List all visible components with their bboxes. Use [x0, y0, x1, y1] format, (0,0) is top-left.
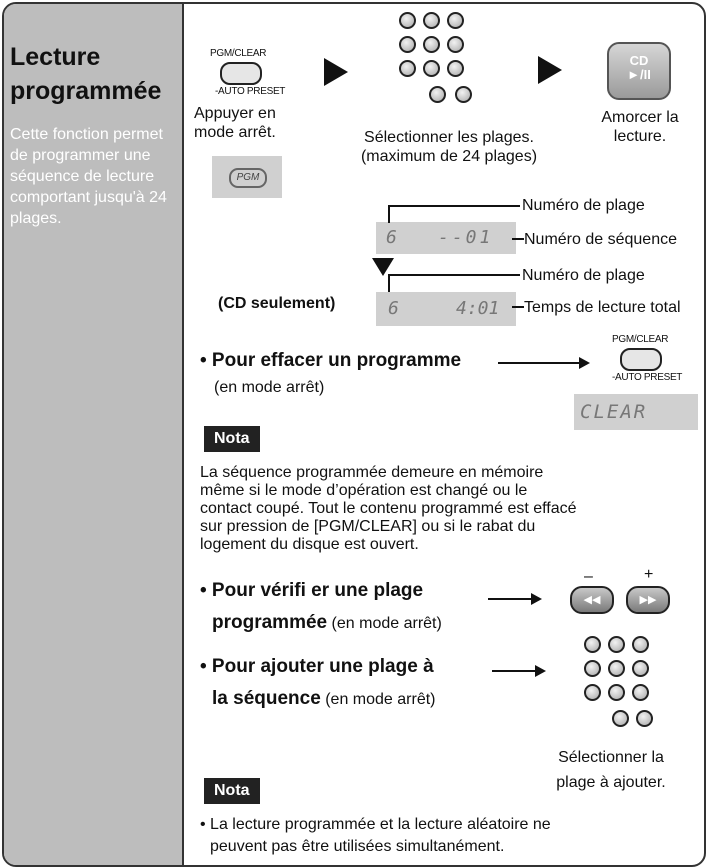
step1-caption-line1: Appuyer en — [194, 105, 276, 122]
key-4 — [399, 36, 416, 53]
step2-caption — [324, 128, 574, 166]
arrow-right-icon — [324, 58, 348, 86]
section-description: Cette fonction permet de programmer une séquence de lecture comportant jusqu'à 24 plages. — [10, 126, 167, 227]
display-sequence-number: --01 — [438, 227, 494, 248]
arrow-right-icon — [492, 670, 544, 672]
key-10plus — [636, 710, 653, 727]
step3-caption-line2: lecture. — [613, 128, 667, 145]
page-frame — [2, 2, 706, 867]
add-heading-line1: • Pour ajouter une plage à — [200, 656, 434, 677]
label-track-number-2: Numéro de plage — [522, 267, 645, 284]
section-title-line1: Lecture — [10, 43, 101, 71]
key-3 — [632, 636, 649, 653]
verify-heading-bold: programmée — [212, 612, 328, 633]
display-track-number: 6 — [386, 227, 397, 248]
nota2-line1: • La lecture programmée et la lecture aléatoire ne — [200, 816, 551, 833]
leader-line — [388, 274, 520, 276]
label-sequence-number: Numéro de séquence — [524, 231, 677, 248]
add-caption — [536, 748, 686, 792]
pgm-clear-label-top-2: PGM/CLEAR — [612, 334, 669, 345]
pgm-indicator: PGM — [229, 168, 267, 188]
add-heading-bold: la séquence — [212, 688, 321, 709]
clear-subtext: (en mode arrêt) — [214, 379, 325, 396]
minus-sign: – — [584, 568, 593, 585]
nota1-line3: contact coupé. Tout le contenu programmé est effacé — [200, 500, 577, 517]
key-1 — [399, 12, 416, 29]
step1-caption — [194, 104, 276, 142]
key-8 — [423, 60, 440, 77]
leader-line — [388, 205, 520, 207]
nota1-line1: La séquence programmée demeure en mémoire — [200, 464, 544, 481]
key-6 — [632, 660, 649, 677]
key-10plus — [455, 86, 472, 103]
add-caption-line2: plage à ajouter. — [556, 774, 666, 791]
plus-sign: + — [644, 566, 654, 583]
key-9 — [632, 684, 649, 701]
leader-line — [512, 306, 524, 308]
key-2 — [608, 636, 625, 653]
pgm-clear-label-bottom: -AUTO PRESET — [215, 86, 286, 97]
key-0 — [612, 710, 629, 727]
step2-caption-line2: (maximum de 24 plages) — [360, 148, 538, 165]
arrow-right-icon — [488, 598, 540, 600]
cd-play-pause-button — [607, 42, 671, 100]
add-heading-line2 — [212, 688, 436, 710]
add-caption-line1: Sélectionner la — [558, 749, 664, 766]
clear-display — [574, 394, 698, 430]
arrow-right-icon — [498, 362, 588, 364]
step2-caption-line1: Sélectionner les plages. — [364, 129, 534, 146]
clear-display-text: CLEAR — [580, 401, 648, 423]
pgm-indicator-display — [212, 156, 282, 198]
add-heading-rest: (en mode arrêt) — [320, 691, 436, 708]
key-5 — [423, 36, 440, 53]
pgm-clear-button-2 — [620, 348, 662, 371]
step3-caption-line1: Amorcer la — [601, 109, 679, 126]
key-4 — [584, 660, 601, 677]
leader-line — [512, 238, 524, 240]
skip-forward-icon: ▶▶ — [626, 586, 670, 614]
key-7 — [584, 684, 601, 701]
sidebar — [4, 4, 184, 865]
arrow-right-icon — [538, 56, 562, 84]
key-7 — [399, 60, 416, 77]
key-9 — [447, 60, 464, 77]
display-total-time-value: 4:01 — [456, 298, 500, 319]
label-total-time: Temps de lecture total — [524, 299, 681, 316]
nota1-line4: sur pression de [PGM/CLEAR] ou si le rabat du — [200, 518, 536, 535]
display-track-number: 6 — [388, 298, 399, 319]
label-track-number: Numéro de plage — [522, 197, 645, 214]
nota2-text — [200, 814, 551, 858]
step1-caption-line2: mode arrêt. — [194, 124, 276, 141]
key-8 — [608, 684, 625, 701]
key-3 — [447, 12, 464, 29]
key-1 — [584, 636, 601, 653]
pgm-clear-label-bottom-2: -AUTO PRESET — [612, 372, 683, 383]
verify-heading-line1: • Pour vérifi er une plage — [200, 580, 424, 601]
nota1-text — [200, 464, 577, 554]
section-title-line2: programmée — [10, 77, 162, 105]
pgm-clear-label-top: PGM/CLEAR — [210, 48, 267, 59]
display-total-time — [376, 292, 516, 326]
leader-line — [388, 274, 390, 292]
pgm-clear-button — [220, 62, 262, 85]
nota-badge: Nota — [204, 426, 260, 452]
key-0 — [429, 86, 446, 103]
nota-badge-2: Nota — [204, 778, 260, 804]
number-keypad — [399, 12, 479, 132]
display-sequence — [376, 222, 516, 254]
nota2-line2: peuvent pas être utilisées simultanément. — [210, 838, 505, 855]
clear-heading: • Pour effacer un programme — [200, 350, 462, 371]
key-6 — [447, 36, 464, 53]
key-2 — [423, 12, 440, 29]
play-pause-icon: ►/II — [627, 67, 651, 82]
key-5 — [608, 660, 625, 677]
section-title — [10, 40, 161, 108]
verify-heading-line2 — [212, 612, 442, 634]
verify-heading-rest: (en mode arrêt) — [327, 615, 442, 632]
step3-caption — [584, 108, 696, 146]
leader-line — [388, 205, 390, 223]
cd-label: CD — [629, 53, 649, 68]
skip-back-icon: ◀◀ — [570, 586, 614, 614]
cd-only-label: (CD seulement) — [218, 295, 336, 312]
number-keypad-2 — [584, 636, 664, 746]
nota1-line2: même si le mode d’opération est changé ou le — [200, 482, 528, 499]
nota1-line5: logement du disque est ouvert. — [200, 536, 419, 553]
